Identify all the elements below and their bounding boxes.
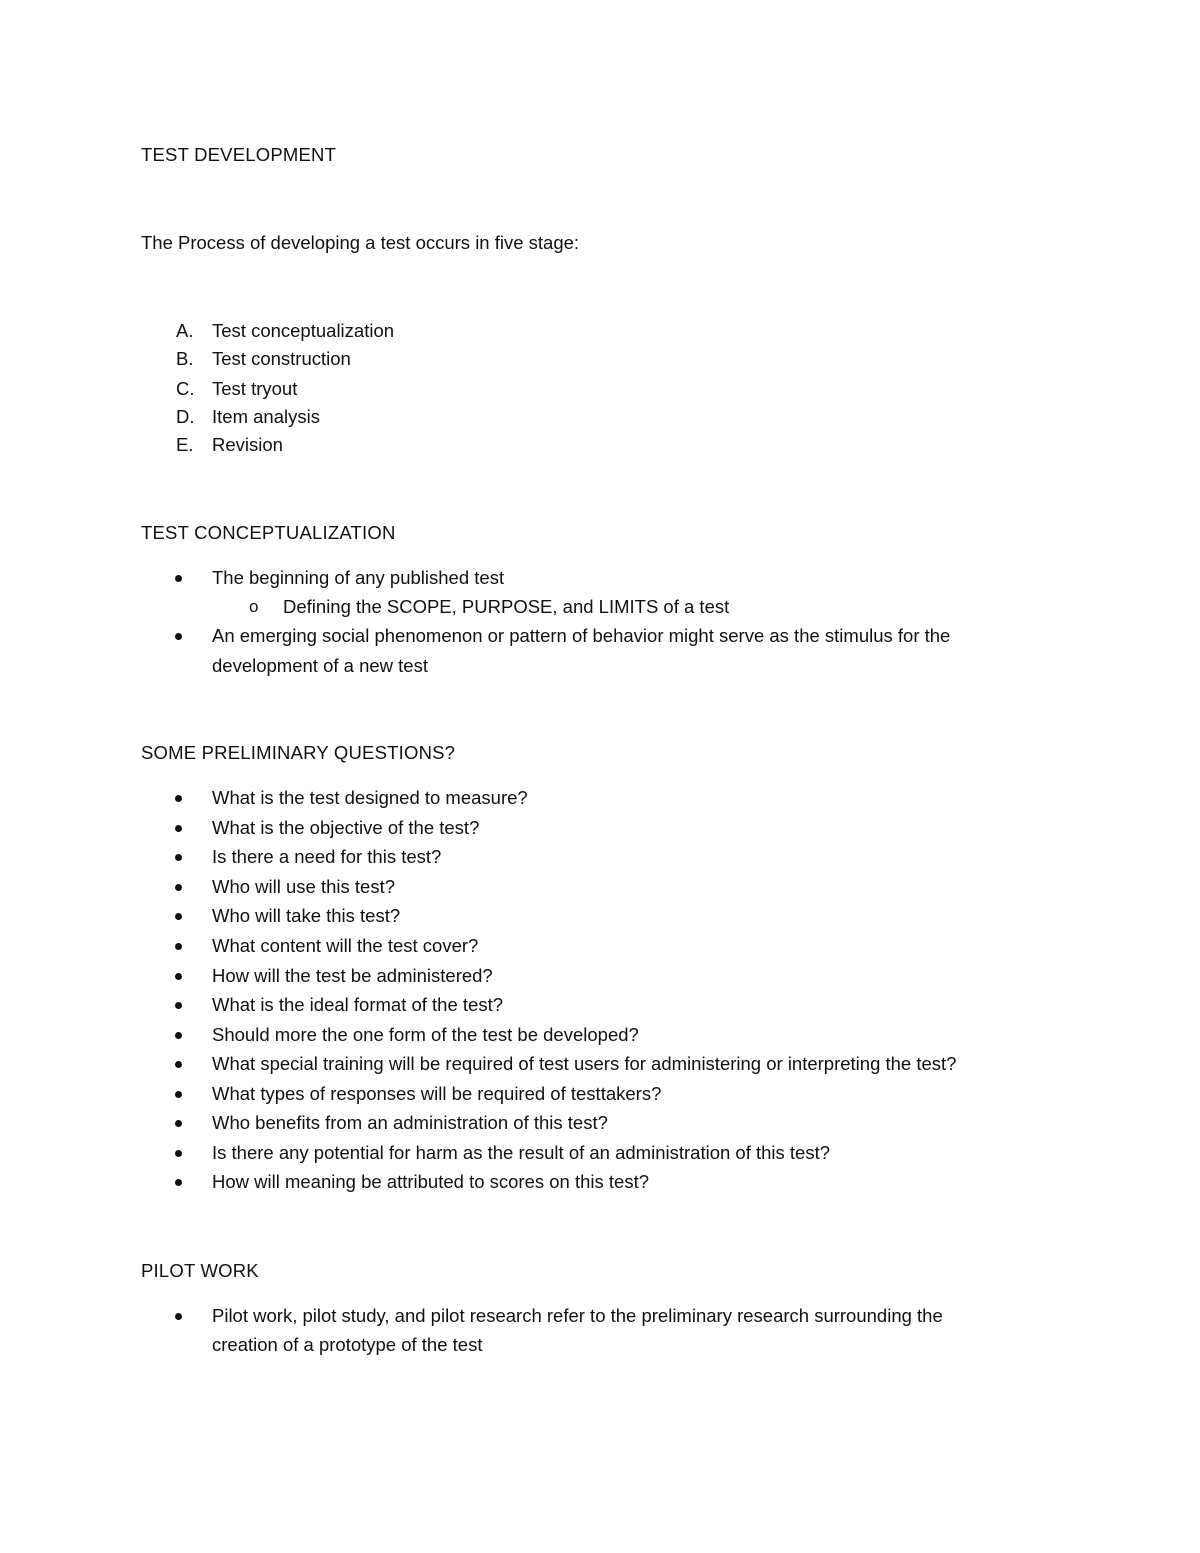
document-title: TEST DEVELOPMENT <box>141 144 337 165</box>
list-marker: D. <box>176 406 195 427</box>
section-heading-conceptualization: TEST CONCEPTUALIZATION <box>141 522 396 543</box>
question-item: What is the objective of the test? <box>212 817 480 838</box>
list-marker: C. <box>176 378 195 399</box>
list-marker: B. <box>176 348 194 369</box>
list-item: Revision <box>212 434 283 455</box>
question-item: Who will take this test? <box>212 905 401 926</box>
question-item: How will the test be administered? <box>212 965 493 986</box>
question-item: What is the ideal format of the test? <box>212 994 504 1015</box>
question-item: Who will use this test? <box>212 876 396 897</box>
bullet-icon <box>175 884 182 891</box>
bullet-icon <box>175 1313 182 1320</box>
list-marker: A. <box>176 320 194 341</box>
list-item: Test construction <box>212 348 351 369</box>
list-marker: E. <box>176 434 194 455</box>
list-item: Pilot work, pilot study, and pilot research refer to the preliminary research surrounding the <box>212 1305 943 1326</box>
list-item: Item analysis <box>212 406 320 427</box>
question-item: What content will the test cover? <box>212 935 479 956</box>
list-item-continuation: creation of a prototype of the test <box>212 1334 483 1355</box>
list-item: Test conceptualization <box>212 320 395 341</box>
question-item: Should more the one form of the test be developed? <box>212 1024 639 1045</box>
bullet-icon <box>175 1061 182 1068</box>
list-item: The beginning of any published test <box>212 567 505 588</box>
bullet-icon <box>175 575 182 582</box>
sub-bullet-icon: o <box>249 597 259 616</box>
question-item: What special training will be required of test users for administering or interpreting the test? <box>212 1053 957 1074</box>
section-heading-pilot: PILOT WORK <box>141 1260 259 1281</box>
list-item: Test tryout <box>212 378 298 399</box>
bullet-icon <box>175 825 182 832</box>
intro-paragraph: The Process of developing a test occurs in five stage: <box>141 232 580 253</box>
section-heading-preliminary: SOME PRELIMINARY QUESTIONS? <box>141 742 456 763</box>
question-item: Is there any potential for harm as the result of an administration of this test? <box>212 1142 831 1163</box>
list-item: An emerging social phenomenon or pattern of behavior might serve as the stimulus for the <box>212 625 951 646</box>
list-item-continuation: development of a new test <box>212 655 428 676</box>
question-item: What is the test designed to measure? <box>212 787 528 808</box>
bullet-icon <box>175 1150 182 1157</box>
question-item: Who benefits from an administration of this test? <box>212 1112 608 1133</box>
bullet-icon <box>175 795 182 802</box>
bullet-icon <box>175 1032 182 1039</box>
bullet-icon <box>175 1179 182 1186</box>
bullet-icon <box>175 1091 182 1098</box>
sub-list-item: Defining the SCOPE, PURPOSE, and LIMITS of a test <box>283 596 730 617</box>
bullet-icon <box>175 854 182 861</box>
bullet-icon <box>175 633 182 640</box>
question-item: What types of responses will be required of testtakers? <box>212 1083 662 1104</box>
question-item: Is there a need for this test? <box>212 846 442 867</box>
bullet-icon <box>175 913 182 920</box>
bullet-icon <box>175 1002 182 1009</box>
bullet-icon <box>175 1120 182 1127</box>
question-item: How will meaning be attributed to scores on this test? <box>212 1171 650 1192</box>
bullet-icon <box>175 943 182 950</box>
bullet-icon <box>175 973 182 980</box>
